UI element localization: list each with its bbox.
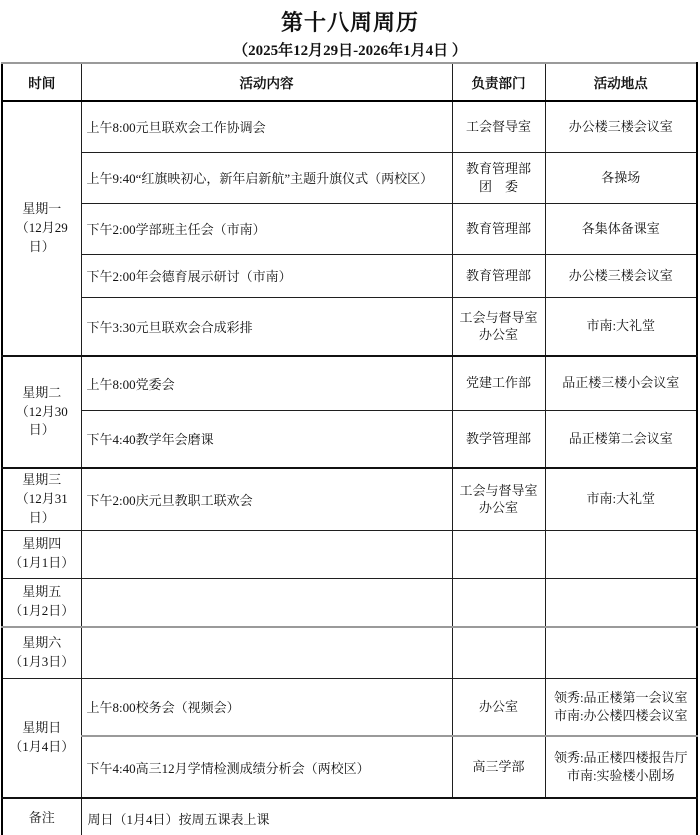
location-cell bbox=[545, 627, 697, 678]
day-date: （1月3日） bbox=[9, 653, 75, 669]
dept-cell bbox=[452, 678, 545, 736]
dept-line: 高三学部 bbox=[472, 759, 525, 775]
day-date: （1月2日） bbox=[9, 603, 75, 619]
dept-line: 党建工作部 bbox=[465, 375, 531, 391]
location-line: 办公楼三楼会议室 bbox=[568, 267, 673, 283]
location-cell bbox=[545, 736, 697, 798]
location-line: 市南:办公楼四楼会议室 bbox=[553, 707, 688, 723]
day-name: 星期四 bbox=[22, 536, 62, 552]
dept-cell bbox=[452, 627, 545, 678]
dept-line: 工会与督导室 bbox=[459, 309, 538, 325]
day-name: 星期六 bbox=[22, 634, 62, 650]
page-title: 第十八周周历 bbox=[280, 10, 419, 35]
dept-cell bbox=[452, 297, 545, 356]
dept-cell bbox=[452, 736, 545, 798]
day-name: 星期二 bbox=[22, 384, 62, 400]
activity-cell: 上午8:00元旦联欢会工作协调会 bbox=[81, 101, 452, 152]
dept-cell bbox=[452, 203, 545, 254]
activity-cell bbox=[81, 627, 452, 678]
table-row bbox=[2, 297, 697, 356]
location-cell bbox=[545, 530, 697, 578]
location-cell bbox=[545, 152, 697, 203]
activity-cell: 上午8:00党委会 bbox=[81, 356, 452, 410]
dept-cell bbox=[452, 530, 545, 578]
col-header-time: 时间 bbox=[2, 63, 81, 101]
dept-line: 办公室 bbox=[478, 500, 518, 516]
page-subtitle: （2025年12月29日-2026年1月4日 ） bbox=[233, 43, 467, 60]
day-name: 星期五 bbox=[22, 584, 62, 600]
location-line: 市南:实验楼小剧场 bbox=[566, 768, 675, 784]
table-row bbox=[2, 203, 697, 254]
day-name: 星期日 bbox=[22, 719, 62, 735]
location-line: 品正楼三楼小会议室 bbox=[562, 375, 680, 391]
note-label: 备注 bbox=[2, 798, 81, 835]
location-line: 市南:大礼堂 bbox=[586, 318, 656, 334]
table-row bbox=[2, 152, 697, 203]
day-name: 星期一 bbox=[22, 201, 62, 217]
location-line: 品正楼第二会议室 bbox=[568, 430, 673, 446]
location-line: 领秀:品正楼四楼报告厅 bbox=[553, 750, 688, 766]
location-line: 各操场 bbox=[601, 169, 641, 185]
day-label-wednesday bbox=[2, 468, 81, 530]
activity-cell bbox=[81, 530, 452, 578]
dept-line: 工会督导室 bbox=[465, 118, 531, 134]
day-label-sunday bbox=[2, 678, 81, 798]
table-row bbox=[2, 678, 697, 736]
table-row bbox=[2, 578, 697, 627]
day-label-thursday bbox=[2, 530, 81, 578]
day-date: （12月29日） bbox=[15, 220, 68, 254]
location-line: 市南:大礼堂 bbox=[586, 491, 656, 507]
day-date: （1月1日） bbox=[9, 555, 75, 571]
day-label-friday bbox=[2, 578, 81, 627]
dept-cell bbox=[452, 152, 545, 203]
dept-line: 教育管理部 bbox=[465, 160, 531, 176]
location-cell bbox=[545, 101, 697, 152]
day-date: （12月31日） bbox=[15, 490, 68, 525]
day-name: 星期三 bbox=[22, 472, 62, 487]
weekly-calendar-table bbox=[1, 62, 698, 835]
table-row bbox=[2, 468, 697, 530]
dept-cell bbox=[452, 254, 545, 297]
table-row bbox=[2, 627, 697, 678]
location-cell bbox=[545, 468, 697, 530]
dept-cell bbox=[452, 468, 545, 530]
col-header-content: 活动内容 bbox=[81, 63, 452, 101]
day-date: （12月30日） bbox=[15, 403, 68, 438]
dept-line: 教育管理部 bbox=[465, 267, 531, 283]
activity-cell bbox=[81, 578, 452, 627]
activity-cell: 上午9:40“红旗映初心，新年启新航”主题升旗仪式（两校区） bbox=[81, 152, 452, 203]
table-row bbox=[2, 254, 697, 297]
table-row bbox=[2, 356, 697, 410]
dept-line: 工会与督导室 bbox=[459, 482, 538, 498]
location-cell bbox=[545, 410, 697, 468]
location-cell bbox=[545, 297, 697, 356]
dept-line: 教学管理部 bbox=[465, 430, 531, 446]
location-cell bbox=[545, 356, 697, 410]
dept-line: 教育管理部 bbox=[465, 220, 531, 236]
day-date: （1月4日） bbox=[9, 738, 75, 754]
table-row bbox=[2, 410, 697, 468]
dept-cell bbox=[452, 101, 545, 152]
dept-line: 办公室 bbox=[478, 699, 518, 714]
title-block bbox=[0, 0, 700, 62]
location-line: 办公楼三楼会议室 bbox=[568, 118, 673, 134]
col-header-dept: 负责部门 bbox=[452, 63, 545, 101]
col-header-location: 活动地点 bbox=[545, 63, 697, 101]
location-cell bbox=[545, 203, 697, 254]
table-row bbox=[2, 101, 697, 152]
table-row bbox=[2, 736, 697, 798]
location-cell bbox=[545, 254, 697, 297]
activity-cell: 下午4:40高三12月学情检测成绩分析会（两校区） bbox=[81, 736, 452, 798]
dept-cell bbox=[452, 356, 545, 410]
location-line: 领秀:品正楼第一会议室 bbox=[553, 690, 688, 706]
note-row bbox=[2, 798, 697, 835]
table-row bbox=[2, 530, 697, 578]
table-header-row bbox=[2, 63, 697, 101]
day-label-saturday bbox=[2, 627, 81, 678]
activity-cell: 下午2:00庆元旦教职工联欢会 bbox=[81, 468, 452, 530]
activity-cell: 下午2:00学部班主任会（市南） bbox=[81, 203, 452, 254]
day-label-monday bbox=[2, 101, 81, 356]
activity-cell: 下午3:30元旦联欢会合成彩排 bbox=[81, 297, 452, 356]
location-line: 各集体备课室 bbox=[581, 220, 660, 236]
dept-cell bbox=[452, 410, 545, 468]
activity-cell: 上午8:00校务会（视频会） bbox=[81, 678, 452, 736]
location-cell bbox=[545, 578, 697, 627]
activity-cell: 下午4:40教学年会磨课 bbox=[81, 410, 452, 468]
dept-line: 办公室 bbox=[478, 327, 518, 343]
location-cell bbox=[545, 678, 697, 736]
day-label-tuesday bbox=[2, 356, 81, 468]
dept-cell bbox=[452, 578, 545, 627]
dept-line: 团 委 bbox=[478, 178, 518, 194]
note-content: 周日（1月4日）按周五课表上课 bbox=[81, 798, 697, 835]
activity-cell: 下午2:00年会德育展示研讨（市南） bbox=[81, 254, 452, 297]
